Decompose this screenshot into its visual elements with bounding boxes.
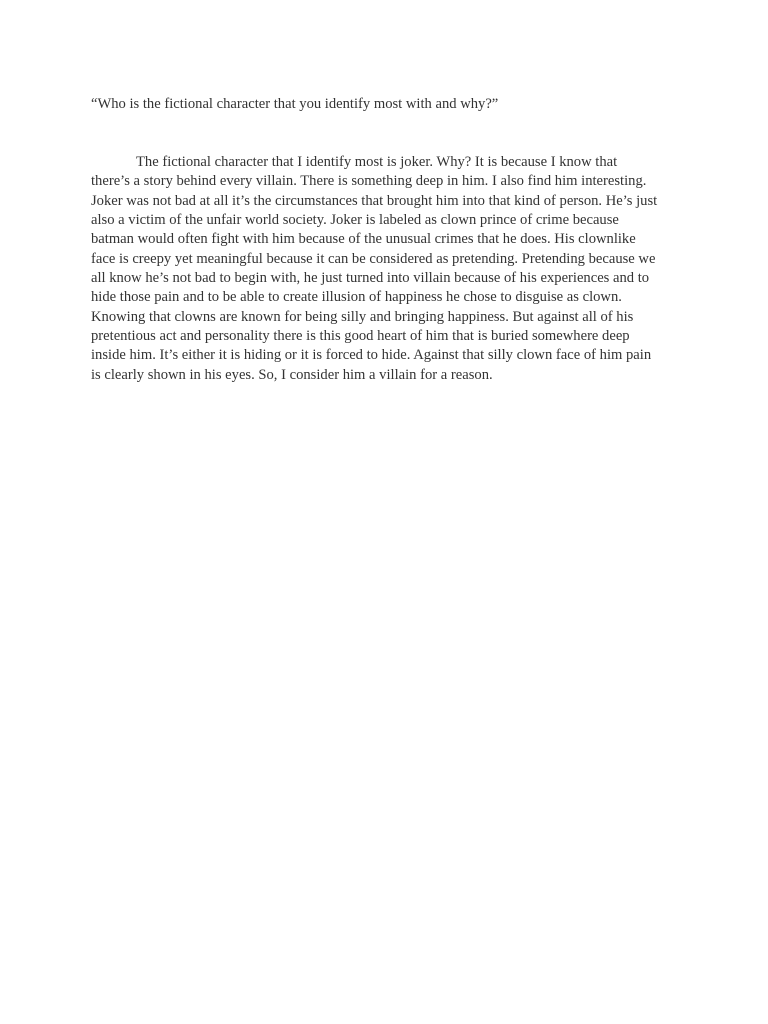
- paragraph-line: Knowing that clowns are known for being silly and bringing happiness. But against all of his: [91, 308, 634, 325]
- paragraph-line: inside him. It’s either it is hiding or it is forced to hide. Against that silly clown face of him pain: [91, 347, 652, 364]
- paragraph-line: Joker was not bad at all it’s the circumstances that brought him into that kind of person. He’s just: [91, 192, 658, 209]
- paragraph-line: there’s a story behind every villain. There is something deep in him. I also find him interesting.: [91, 173, 647, 190]
- paragraph-line: also a victim of the unfair world society. Joker is labeled as clown prince of crime because: [91, 212, 619, 229]
- paragraph-line: The fictional character that I identify most is joker. Why? It is because I know that: [136, 154, 618, 170]
- paragraph-line: all know he’s not bad to begin with, he just turned into villain because of his experiences and to: [91, 270, 650, 287]
- paragraph-line: face is creepy yet meaningful because it can be considered as pretending. Pretending because we: [91, 250, 656, 267]
- paragraph-line: batman would often fight with him because of the unusual crimes that he does. His clownlike: [91, 231, 636, 248]
- paragraph-line: is clearly shown in his eyes. So, I consider him a villain for a reason.: [91, 366, 493, 383]
- essay-paragraph: [91, 153, 687, 385]
- paragraph-line: pretentious act and personality there is this good heart of him that is buried somewhere deep: [91, 328, 630, 345]
- paragraph-line: hide those pain and to be able to create illusion of happiness he chose to disguise as clown.: [91, 289, 622, 306]
- essay-question: “Who is the fictional character that you identify most with and why?”: [91, 96, 499, 112]
